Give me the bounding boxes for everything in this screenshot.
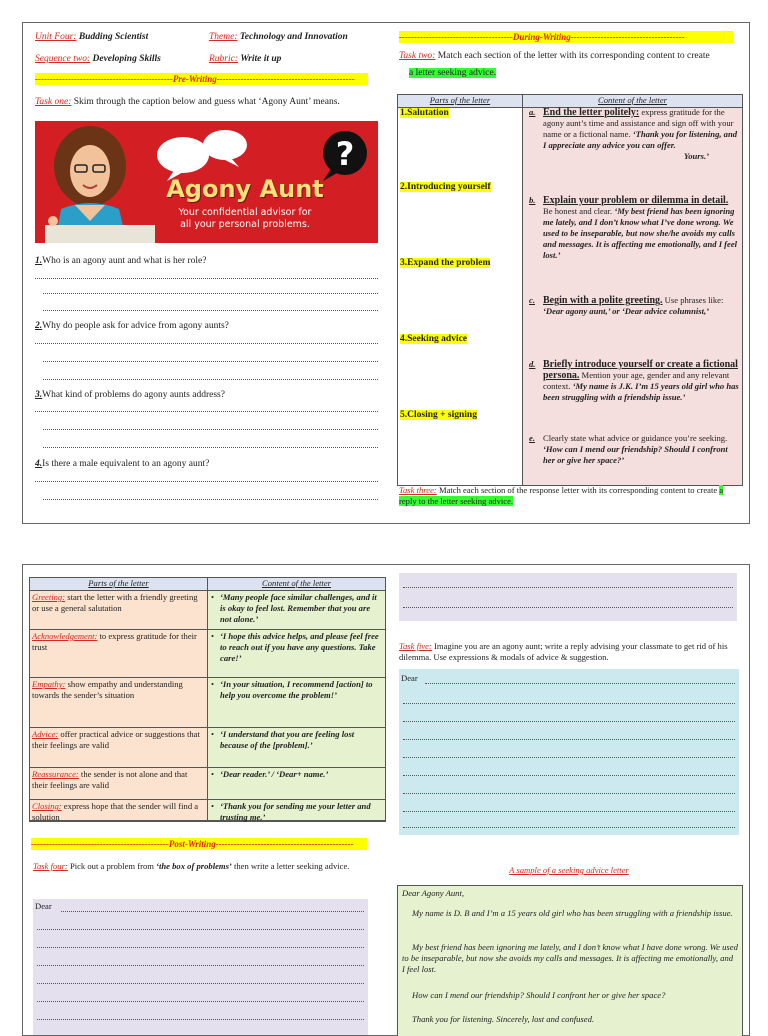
response-part-desc: the sender is not alone and that their feelings are valid (32, 769, 188, 790)
part-label: 5.Closing + signing (400, 410, 477, 420)
unit-label: Unit Four: (35, 32, 77, 42)
writing-line[interactable] (37, 1019, 364, 1020)
writing-line[interactable] (37, 947, 364, 948)
writing-line[interactable] (403, 827, 735, 828)
content-sign: Yours.’ (683, 151, 709, 161)
content-italic: ‘Dear agony aunt,’ or ‘Dear advice columnist,’ (543, 306, 709, 316)
post-writing-banner: ----------------------------------------------Post-Writing---------------------------------------------- (31, 838, 367, 850)
task-one-text: Skim through the caption below and guess what ‘Agony Aunt’ means. (73, 97, 340, 107)
content-text: express gratitude for the agony aunt’s time and assistance and sign off with your name or a fictional name. (543, 107, 734, 139)
bullet-icon: • (211, 631, 215, 641)
answer-line[interactable] (35, 481, 378, 482)
answer-line[interactable] (43, 361, 378, 362)
part-seeking (400, 333, 467, 345)
sequence-line (35, 53, 161, 65)
task-two-label: Task two: (399, 51, 436, 61)
task-five (399, 641, 739, 663)
response-content-text: ‘Dear reader.’ / ‘Dear+ name.’ (220, 769, 329, 779)
answer-line[interactable] (43, 379, 378, 380)
content-letter: d. (529, 359, 536, 369)
content-letter: a. (529, 107, 536, 117)
writing-line[interactable] (37, 929, 364, 930)
content-bold: Briefly introduce yourself or create a fictional persona. (543, 359, 738, 381)
content-text: Clearly state what advice or guidance you’re seeking. (543, 433, 728, 443)
response-part-desc: show empathy and understanding towards the sender’s situation (32, 679, 183, 700)
agony-title: Agony Aunt (166, 175, 324, 203)
writing-line[interactable] (403, 739, 735, 740)
task-three (399, 485, 739, 507)
writing-line[interactable] (403, 607, 733, 608)
dear-label: Dear (35, 901, 52, 911)
table-header-parts: Parts of the letter (30, 578, 208, 591)
answer-line[interactable] (43, 447, 378, 448)
sample-line-1: Dear Agony Aunt, (402, 888, 464, 898)
task-four-text2: then write a letter seeking advice. (233, 861, 350, 871)
content-text: Be honest and clear. (543, 206, 615, 216)
content-italic: ‘My best friend has been ignoring me lately, and I don’t know what I’ve done wrong. We used to be inseparable, but now she/he avoids my calls and messages. It is affecting me emotionally, and I feel lost.’ (543, 206, 738, 260)
response-part-label: Closing: (32, 801, 62, 811)
worksheet-page-1 (22, 22, 750, 524)
content-letter: c. (529, 295, 535, 305)
answer-line[interactable] (35, 278, 378, 279)
response-part-label: Reassurance: (32, 769, 79, 779)
question-text: What kind of problems do agony aunts address? (42, 390, 225, 400)
task-one (35, 96, 380, 108)
content-text: Mention your age, gender and any relevant context. (543, 370, 730, 391)
table-header-content: Content of the letter (523, 95, 742, 108)
question-number: 2. (35, 321, 43, 331)
writing-line[interactable] (37, 965, 364, 966)
task-two (399, 50, 737, 62)
task-four-writing-box[interactable] (33, 899, 368, 1035)
part-closing (400, 409, 477, 421)
content-letter: e. (529, 433, 535, 443)
rubric-value: Write it up (240, 54, 282, 64)
sample-letter-box (397, 885, 743, 1036)
part-expand (400, 257, 490, 269)
bullet-icon: • (211, 592, 215, 602)
response-part-label: Acknowledgement: (32, 631, 98, 641)
part-label: 2.Introducing yourself (400, 182, 491, 192)
parts-column (398, 108, 523, 485)
sample-title: A sample of a seeking advice letter (509, 865, 629, 875)
question-3 (35, 389, 225, 401)
response-content-cell (208, 678, 385, 728)
response-content-text: ‘Many people face similar challenges, and it is okay to feel lost. Remember that you are not alone.’ (220, 592, 377, 624)
question-1 (35, 255, 206, 267)
answer-line[interactable] (43, 429, 378, 430)
writing-line[interactable] (403, 587, 733, 588)
part-salutation (400, 107, 449, 119)
question-number: 4. (35, 459, 43, 469)
task-four-text: Pick out a problem from (69, 861, 154, 871)
writing-line[interactable] (403, 775, 735, 776)
writing-line[interactable] (37, 1001, 364, 1002)
sample-line-2: My name is D. B and I’m a 15 years old girl who has been struggling with a friendship issue. (412, 908, 733, 918)
task-four (33, 861, 373, 872)
content-item-c (529, 295, 739, 317)
content-italic: ‘Thank you for listening, and I appreciate any advice you can offer. (543, 129, 738, 150)
response-part-label: Advice: (32, 729, 59, 739)
letter-parts-table (397, 94, 743, 486)
writing-line[interactable] (403, 721, 735, 722)
task-two-text: Match each section of the letter with its corresponding content to create (437, 51, 710, 61)
theme-line (209, 31, 348, 43)
response-parts-table (29, 577, 386, 822)
question-4 (35, 458, 209, 470)
response-part-desc: to express gratitude for their trust (32, 631, 197, 652)
answer-line[interactable] (43, 293, 378, 294)
part-label: 3.Expand the problem (400, 258, 491, 268)
answer-line[interactable] (43, 499, 378, 500)
table-header-parts: Parts of the letter (398, 95, 523, 108)
response-part-cell (30, 800, 208, 821)
response-content-cell (208, 630, 385, 678)
writing-line[interactable] (403, 793, 735, 794)
bullet-icon: • (211, 729, 215, 739)
content-bold: Explain your problem or dilemma in detail. (543, 195, 729, 206)
writing-line[interactable] (403, 703, 735, 704)
response-part-label: Greeting: (32, 592, 66, 602)
rubric-label: Rubric: (209, 54, 239, 64)
during-writing-banner: --------------------------------------During-Writing-------------------------------------- (399, 31, 733, 43)
response-part-desc: offer practical advice or suggestions that their feelings are valid (32, 729, 200, 750)
response-part-cell (30, 768, 208, 800)
question-text: Is there a male equivalent to an agony aunt? (42, 459, 210, 469)
writing-line[interactable] (403, 811, 735, 812)
content-item-e (529, 433, 739, 466)
task-five-writing-box[interactable] (399, 669, 739, 835)
task-five-label: Task five: (399, 641, 432, 651)
theme-value: Technology and Innovation (239, 32, 348, 42)
question-number: 1. (35, 256, 43, 266)
content-text: Use phrases like: (662, 295, 724, 305)
task-three-answer-box[interactable] (399, 573, 737, 621)
pre-writing-banner: ----------------------------------------------Pre-Writing---------------------------------------------- (35, 73, 368, 85)
response-part-cell (30, 678, 208, 728)
response-part-desc: start the letter with a friendly greeting or use a general salutation (32, 592, 198, 613)
content-letter: b. (529, 195, 536, 205)
answer-line[interactable] (35, 411, 378, 412)
response-part-cell (30, 591, 208, 630)
sample-line-3: My best friend has been ignoring me lately, and I don’t know what I have done wrong. We used to be inseparable, but now she avoids my calls and messages. It is affecting me emotionally, and I feel lost. (402, 942, 738, 974)
unit-line (35, 31, 148, 43)
writing-line[interactable] (403, 757, 735, 758)
part-label: 1.Salutation (400, 108, 449, 118)
content-italic: ‘How can I mend our friendship? Should I confront her or give her space?’ (543, 444, 728, 465)
content-item-b (529, 195, 739, 261)
task-three-label: Task three: (399, 485, 437, 495)
task-four-label: Task four: (33, 861, 68, 871)
agony-subtitle-2: all your personal problems. (180, 219, 310, 230)
content-item-d (529, 359, 739, 403)
agony-subtitle-1: Your confidential advisor for (178, 207, 312, 218)
response-content-cell (208, 800, 385, 821)
sequence-value: Developing Skills (92, 54, 161, 64)
response-content-text: ‘I understand that you are feeling lost because of the [problem].’ (220, 729, 355, 750)
question-number: 3. (35, 390, 43, 400)
svg-text:?: ? (335, 135, 355, 173)
agony-aunt-banner-image (35, 121, 378, 243)
rubric-line (209, 53, 281, 65)
part-label: 4.Seeking advice (400, 334, 468, 344)
answer-line[interactable] (35, 343, 378, 344)
sequence-label: Sequence two: (35, 54, 91, 64)
writing-line[interactable] (37, 983, 364, 984)
response-content-cell (208, 591, 385, 630)
content-bold: End the letter politely: (543, 107, 640, 118)
dear-label: Dear (401, 673, 418, 683)
bullet-icon: • (211, 769, 215, 779)
writing-line[interactable] (61, 911, 364, 912)
question-2 (35, 320, 229, 332)
bullet-icon: • (211, 801, 215, 811)
bullet-icon: • (211, 679, 215, 689)
response-content-text: ‘In your situation, I recommend [action] to help you overcome the problem!’ (220, 679, 373, 700)
content-italic: ‘My name is J.K. I’m 15 years old girl who has been struggling with a friendship issue.’ (543, 381, 739, 402)
response-part-cell (30, 728, 208, 768)
theme-label: Theme: (209, 32, 238, 42)
table-header-content: Content of the letter (208, 578, 385, 591)
task-four-bold: ‘the box of problems’ (156, 861, 232, 871)
response-content-text: ‘Thank you for sending me your letter and trusting me.’ (220, 801, 371, 822)
response-content-cell (208, 728, 385, 768)
sample-line-5: Thank you for listening. Sincerely, lost and confused. (412, 1014, 595, 1024)
response-content-cell (208, 768, 385, 800)
content-item-a (529, 107, 739, 162)
worksheet-page-2 (22, 564, 750, 1036)
question-text: Why do people ask for advice from agony aunts? (42, 321, 229, 331)
sample-line-4: How can I mend our friendship? Should I confront her or give her space? (412, 990, 666, 1000)
response-part-label: Empathy: (32, 679, 66, 689)
response-content-text: ‘I hope this advice helps, and please feel free to reach out if you have any questions. Take care!’ (220, 631, 379, 663)
task-three-text: Match each section of the response letter with its corresponding content to create (438, 485, 718, 495)
writing-line[interactable] (425, 683, 735, 684)
task-one-label: Task one: (35, 97, 72, 107)
task-two-highlight-line (409, 67, 496, 79)
response-part-desc: express hope that the sender will find a solution (32, 801, 199, 822)
task-three-highlight: a reply to the letter seeking advice. (399, 485, 724, 506)
response-part-cell (30, 630, 208, 678)
answer-line[interactable] (43, 310, 378, 311)
question-text: Who is an agony aunt and what is her role? (42, 256, 207, 266)
part-introducing (400, 181, 491, 193)
content-bold: Begin with a polite greeting. (543, 295, 663, 306)
task-five-text: Imagine you are an agony aunt; write a reply advising your classmate to get rid of his dilemma. Use expressions & modals of advice & suggestion. (399, 641, 728, 662)
task-two-highlight: a letter seeking advice. (409, 68, 497, 78)
unit-value: Budding Scientist (78, 32, 149, 42)
